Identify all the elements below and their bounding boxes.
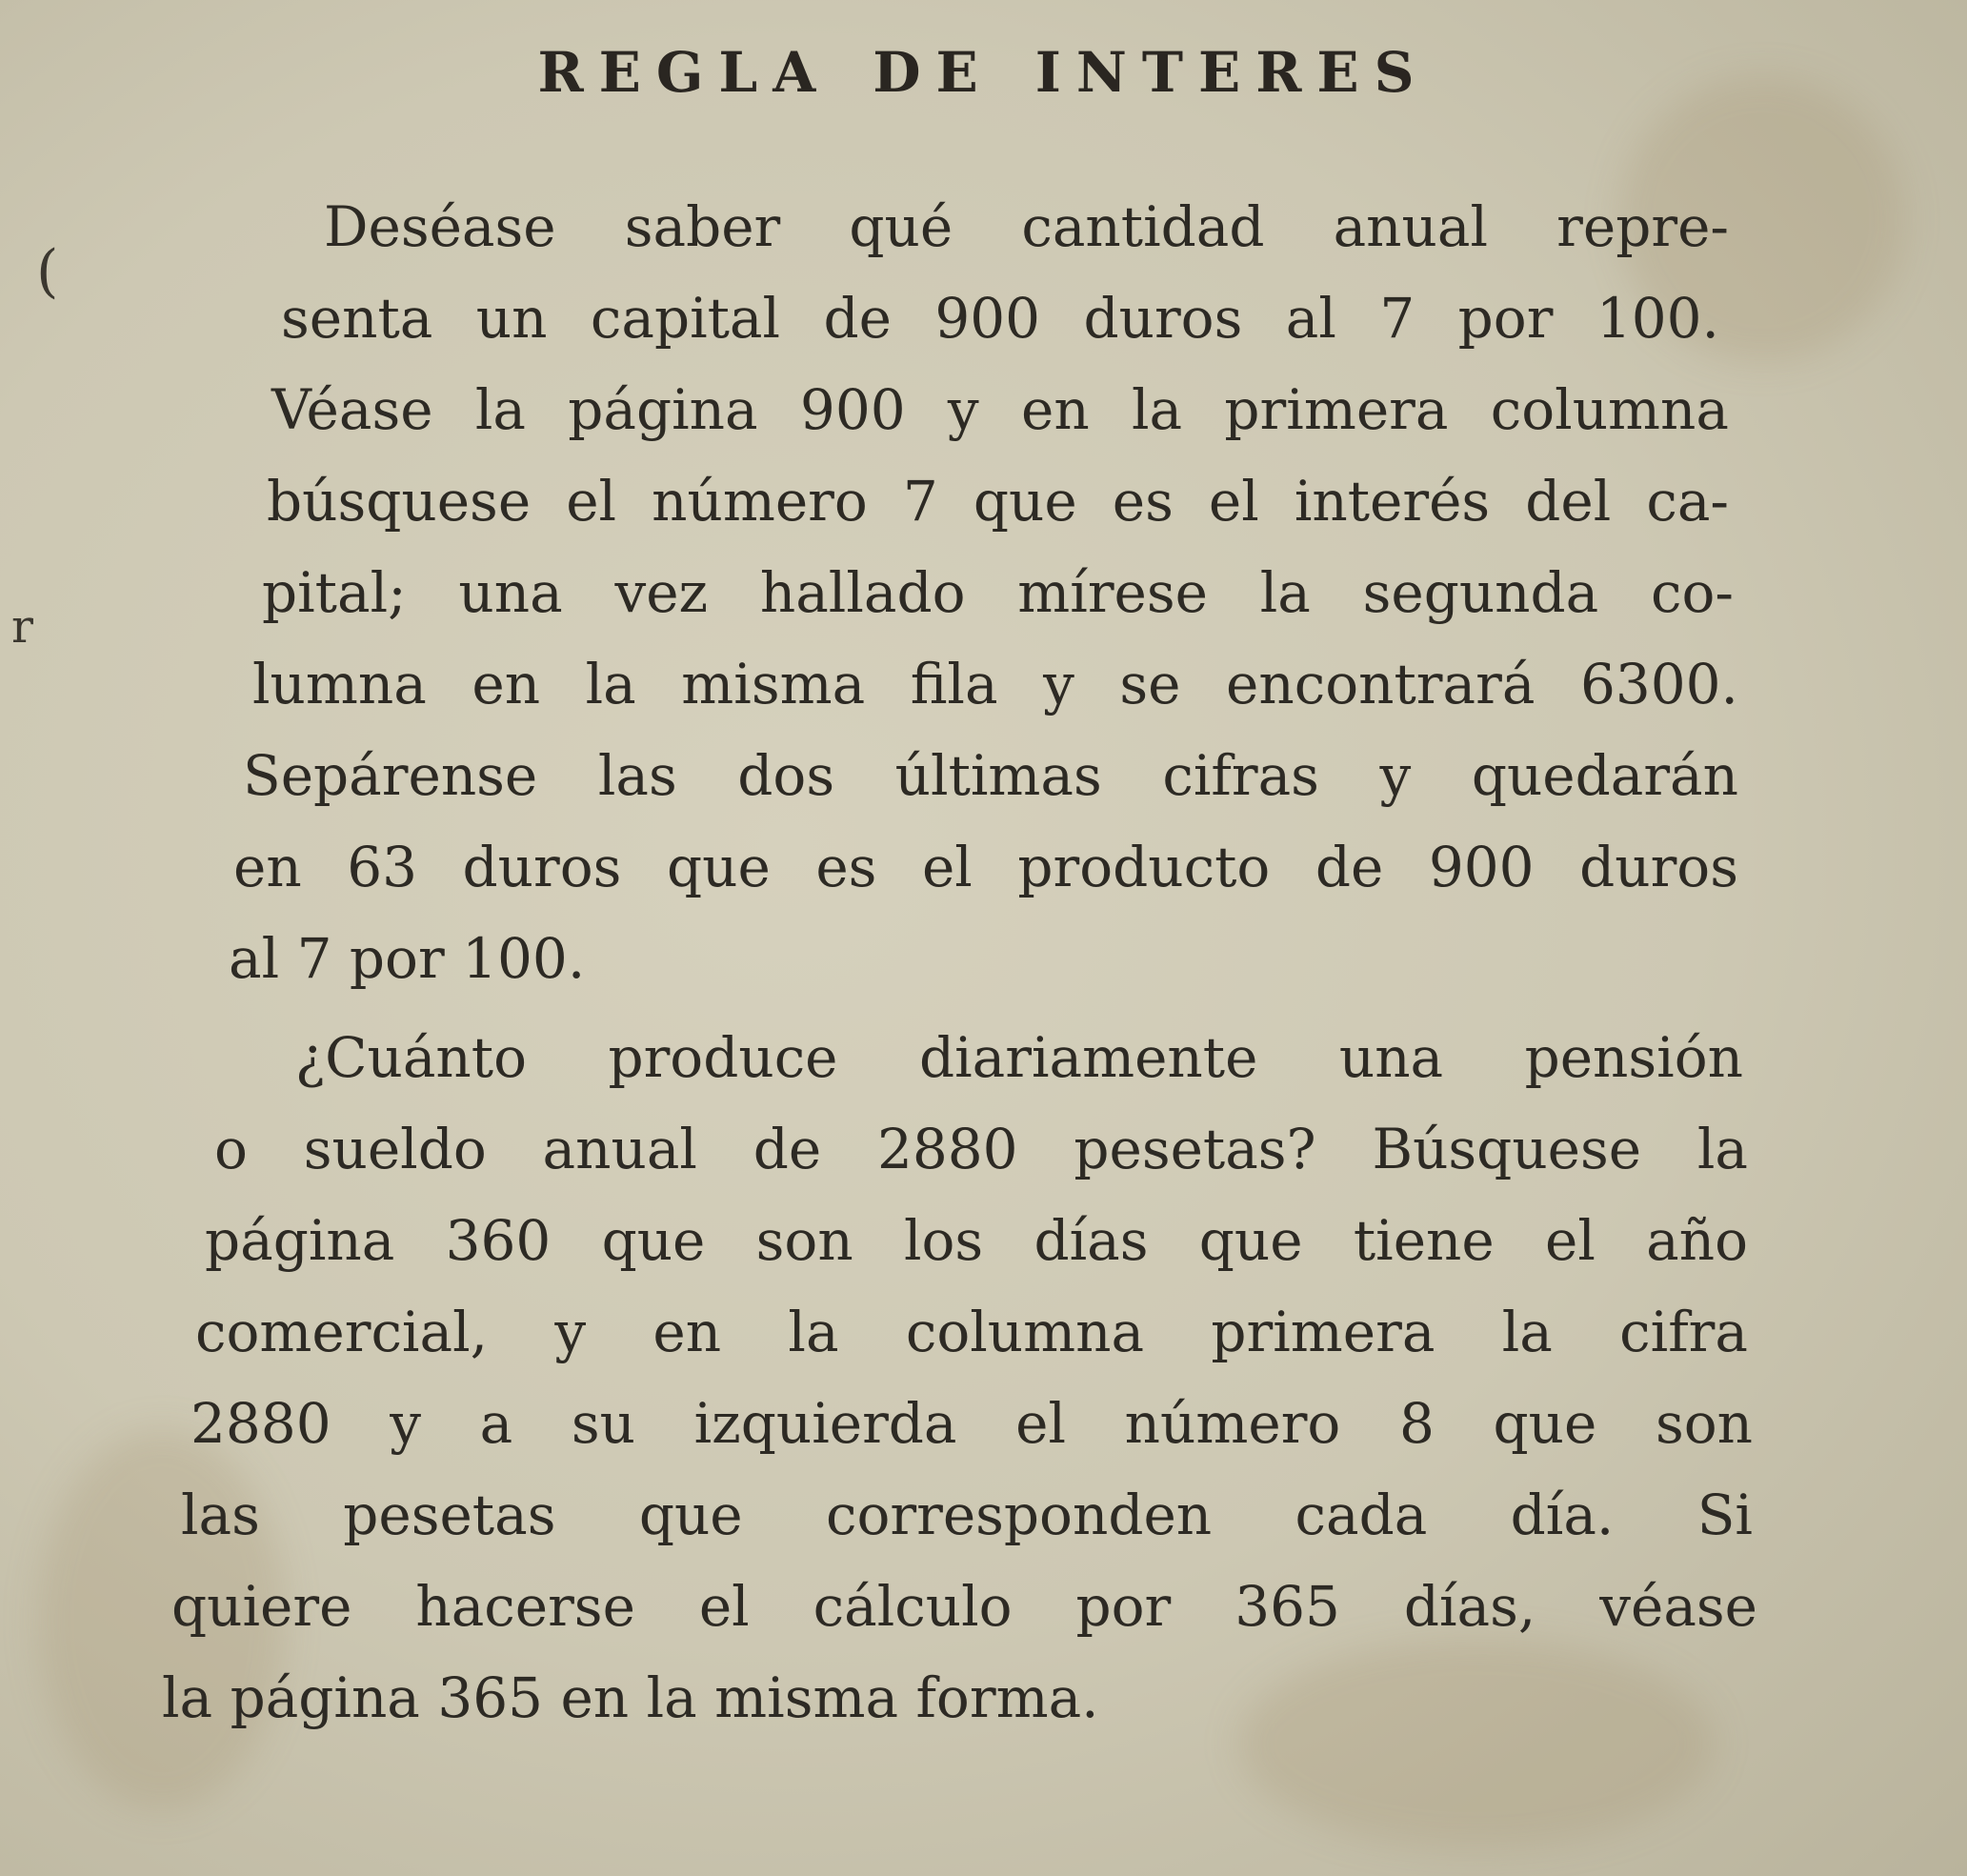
text-line: página 360 que son los días que tiene el año <box>205 1208 1748 1273</box>
text-line: las pesetas que corresponden cada día. Si <box>181 1483 1753 1547</box>
page-title <box>0 40 1967 105</box>
margin-mark: ( <box>36 238 59 305</box>
body-text <box>162 181 1757 1744</box>
text-line: Sepárense las dos últimas cifras y quedarán <box>243 743 1738 808</box>
text-line: búsquese el número 7 que es el interés del ca- <box>267 469 1729 534</box>
text-line: senta un capital de 900 duros al 7 por 100. <box>281 286 1719 351</box>
text-line: pital; una vez hallado mírese la segunda co- <box>262 560 1734 625</box>
margin-mark: r <box>11 600 33 654</box>
paragraph-1 <box>191 181 1748 1004</box>
text-line: lumna en la misma fila y se encontrará 6300. <box>252 652 1738 716</box>
text-line: la página 365 en la misma forma. <box>162 1665 1099 1730</box>
paragraph-2 <box>162 1012 1757 1744</box>
text-line: al 7 por 100. <box>229 926 586 991</box>
text-line: Véase la página 900 y en la primera columna <box>271 377 1729 442</box>
text-line: comercial, y en la columna primera la cifra <box>195 1300 1748 1364</box>
title-word: REGLA <box>537 40 832 105</box>
text-line: 2880 y a su izquierda el número 8 que son <box>191 1391 1753 1456</box>
text-line: Deséase saber qué cantidad anual repre- <box>324 194 1729 259</box>
title-word: DE <box>873 40 994 105</box>
text-line: ¿Cuánto produce diariamente una pensión <box>295 1025 1743 1090</box>
text-line: quiere hacerse el cálculo por 365 días, véase <box>171 1574 1757 1639</box>
text-line: o sueldo anual de 2880 pesetas? Búsquese la <box>214 1117 1748 1181</box>
text-line: en 63 duros que es el producto de 900 duros <box>233 835 1738 899</box>
title-word: INTERES <box>1034 40 1430 105</box>
